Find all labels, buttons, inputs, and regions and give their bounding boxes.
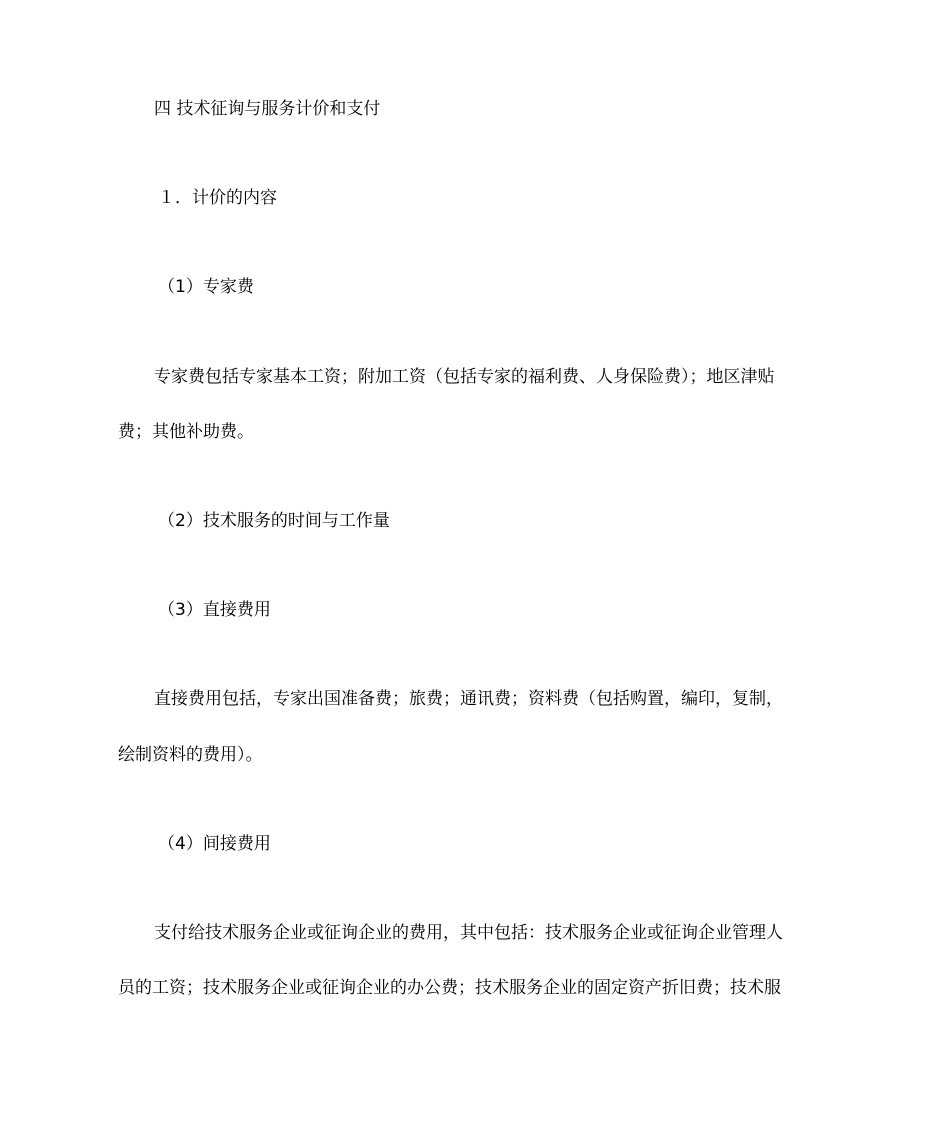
paragraph-direct-cost-line1: 直接费用包括，专家出国准备费；旅费；通讯费；资料费（包括购置，编印，复制， <box>154 689 783 709</box>
paragraph-indirect-cost-line1: 支付给技术服务企业或征询企业的费用，其中包括：技术服务企业或征询企业管理人 <box>154 923 783 943</box>
paragraph-expert-fee-line1: 专家费包括专家基本工资；附加工资（包括专家的福利费、人身保险费）；地区津贴 <box>154 367 775 387</box>
paragraph-direct-cost-line2: 绘制资料的费用）。 <box>118 745 263 765</box>
section-title-pricing-content: １．计价的内容 <box>158 188 277 208</box>
item-title-expert-fee: （1）专家费 <box>158 277 254 297</box>
item-title-indirect-cost: （4）间接费用 <box>158 834 271 854</box>
paragraph-indirect-cost-line2: 员的工资；技术服务企业或征询企业的办公费；技术服务企业的固定资产折旧费；技术服 <box>118 978 781 998</box>
paragraph-expert-fee-line2: 费；其他补助费。 <box>118 422 254 442</box>
document-heading: 四 技术征询与服务计价和支付 <box>154 99 381 119</box>
item-title-service-time: （2）技术服务的时间与工作量 <box>158 511 390 531</box>
item-title-direct-cost: （3）直接费用 <box>158 600 271 620</box>
